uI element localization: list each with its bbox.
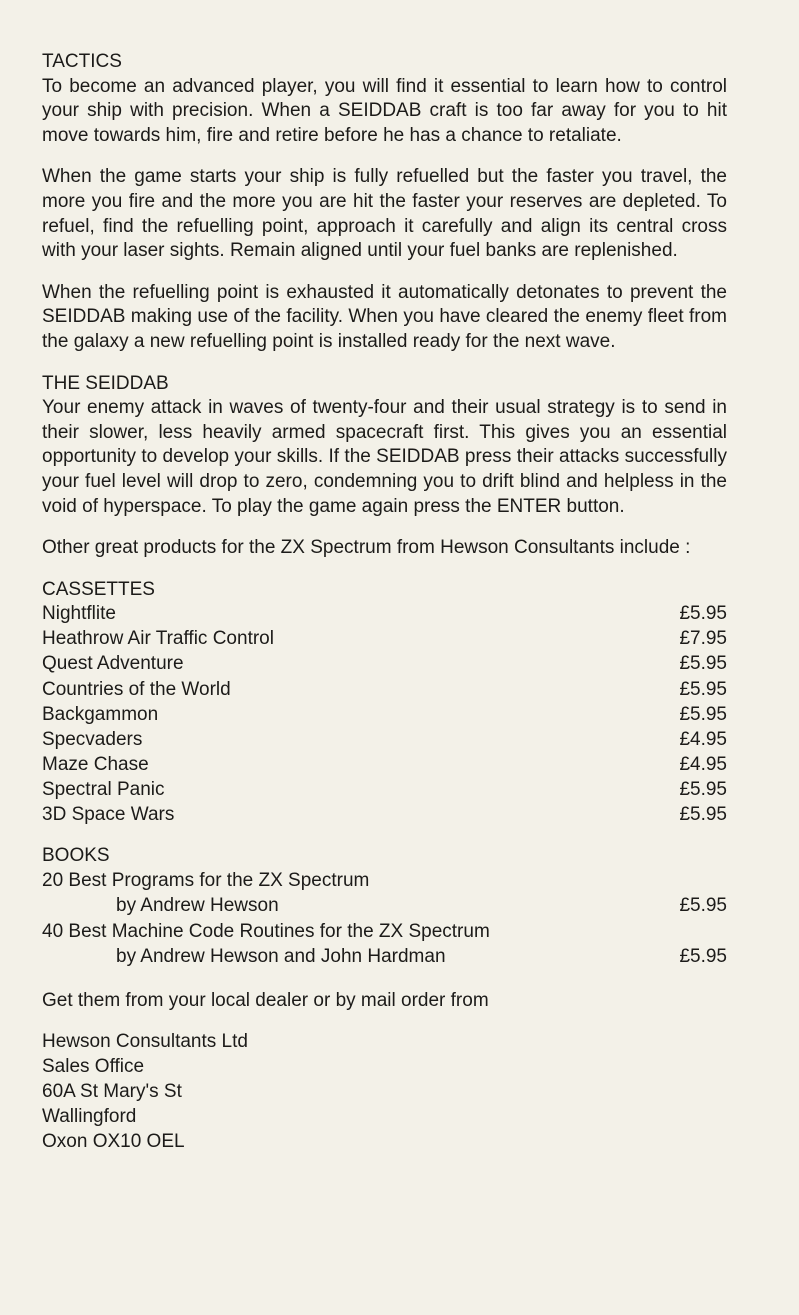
book-author: by Andrew Hewson and John Hardman <box>116 946 446 968</box>
cassettes-section <box>42 578 727 828</box>
product-title: Heathrow Air Traffic Control <box>42 628 274 650</box>
list-item <box>42 627 727 652</box>
list-item <box>42 602 727 627</box>
product-title: Spectral Panic <box>42 778 165 800</box>
product-title: 3D Space Wars <box>42 804 175 826</box>
tactics-paragraph-1: To become an advanced player, you will find it essential to learn how to control your ship with precision. When a SEIDDAB craft is too far away for you to hit move towards him, fire and retire before he has a chance to retaliate. <box>42 75 727 146</box>
product-price: £5.95 <box>679 678 727 700</box>
address-line: Wallingford <box>42 1106 137 1128</box>
cassette-list <box>42 602 727 828</box>
cassettes-heading: CASSETTES <box>42 578 155 600</box>
products-intro: Other great products for the ZX Spectrum from Hewson Consultants include : <box>42 537 691 559</box>
list-item <box>42 678 727 703</box>
address-line: Oxon OX10 OEL <box>42 1131 185 1153</box>
book-title: 40 Best Machine Code Routines for the ZX Spectrum <box>42 920 490 942</box>
product-title: Backgammon <box>42 703 159 725</box>
product-price: £5.95 <box>679 653 727 675</box>
product-title: Maze Chase <box>42 753 149 775</box>
tactics-section <box>42 50 727 355</box>
product-title: Countries of the World <box>42 678 231 700</box>
product-price: £4.95 <box>679 728 727 750</box>
seiddab-heading: THE SEIDDAB <box>42 372 169 394</box>
tactics-paragraph-2: When the game starts your ship is fully refuelled but the faster you travel, the more you fire and the more you are hit the faster your reserves are depleted. To refuel, find the refuelling point, approach it carefully and align its central cross with your laser sights. Remain aligned until your fuel banks are replenished. <box>42 166 727 262</box>
order-note: Get them from your local dealer or by mail order from <box>42 989 489 1011</box>
books-section <box>42 844 727 971</box>
seiddab-paragraph-1: Your enemy attack in waves of twenty-four and their usual strategy is to send in their slower, less heavily armed spacecraft first. This gives you an essential opportunity to develop your skills. If the SEIDDAB press their attacks successfully your fuel level will drop to zero, condemning you to drift blind and helpless in the void of hyperspace. To play the game again press the ENTER button. <box>42 397 727 517</box>
list-item <box>42 778 727 803</box>
address-line: Hewson Consultants Ltd <box>42 1031 248 1053</box>
product-price: £4.95 <box>679 753 727 775</box>
list-item <box>42 920 727 971</box>
product-title: Quest Adventure <box>42 653 184 675</box>
list-item <box>42 753 727 778</box>
product-price: £5.95 <box>679 703 727 725</box>
list-item <box>42 703 727 728</box>
product-price: £5.95 <box>679 778 727 800</box>
product-price: £5.95 <box>679 804 727 826</box>
list-item <box>42 728 727 753</box>
product-title: Nightflite <box>42 603 116 625</box>
tactics-paragraph-3: When the refuelling point is exhausted it automatically detonates to prevent the SEIDDAB making use of the facility. When you have cleared the enemy fleet from the galaxy a new refuelling point is installed ready for the next wave. <box>42 281 727 352</box>
list-item <box>42 869 727 920</box>
product-title: Specvaders <box>42 728 143 750</box>
product-price: £7.95 <box>679 628 727 650</box>
book-author: by Andrew Hewson <box>116 895 279 917</box>
address-block <box>42 1030 727 1155</box>
address-line: Sales Office <box>42 1056 145 1078</box>
tactics-heading: TACTICS <box>42 51 122 72</box>
seiddab-section <box>42 372 727 561</box>
books-heading: BOOKS <box>42 845 110 867</box>
product-price: £5.95 <box>679 603 727 625</box>
book-price: £5.95 <box>679 895 727 917</box>
book-price: £5.95 <box>679 946 727 968</box>
list-item <box>42 803 727 828</box>
book-title: 20 Best Programs for the ZX Spectrum <box>42 869 370 891</box>
list-item <box>42 652 727 677</box>
address-line: 60A St Mary's St <box>42 1081 182 1103</box>
